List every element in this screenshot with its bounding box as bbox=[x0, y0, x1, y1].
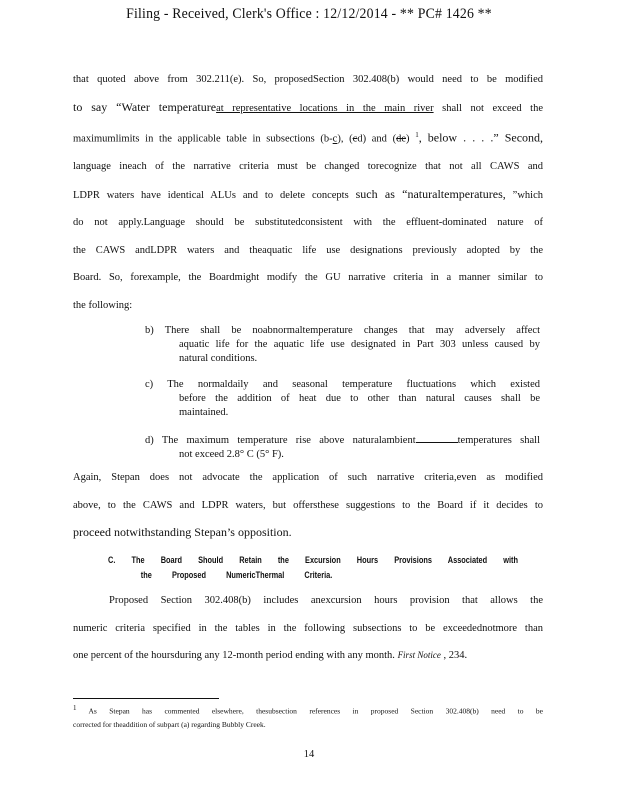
page-number: 14 bbox=[303, 749, 315, 760]
list-item-d: d) The maximum temperature rise above naturalambient temperatures shall not exceed 2.8° C (5° F). bbox=[145, 432, 540, 462]
text-line: that quoted above from 302.211(e). So, proposedSection 302.408(b) would need to be modified bbox=[73, 74, 543, 85]
text-line: above, to the CAWS and LDPR waters, but offersthese suggestions to the Board if it decides to bbox=[73, 499, 543, 511]
text-line: one percent of the hoursduring any 12-month period ending with any month. First Notice , 234. bbox=[73, 650, 468, 661]
text-line: the following: bbox=[73, 299, 133, 311]
text-line: Board. So, forexample, the Boardmight modify the GU narrative criteria in a manner similar to bbox=[73, 272, 543, 283]
footnote-line: $^1$ As Stepan has commented elsewhere, thesubsection references in proposed Section 302.408(b) need to be bbox=[73, 704, 543, 716]
text-line: Proposed Section 302.408(b) includes anexcursion hours provision that allows the bbox=[109, 595, 543, 606]
text-line: Again, Stepan does not advocate the application of such narrative criteria,even as modified bbox=[73, 472, 543, 483]
list-item-c: c) The normaldaily and seasonal temperature fluctuations which existed before the addition of heat due to other than natural causes shall be maintained. bbox=[145, 379, 540, 418]
section-heading-c: C. The Board Should Retain the Excursion Hours Provisions Associated with the Proposed NumericThermal Criteria. bbox=[108, 555, 518, 580]
text-line: maximumlimits in the applicable table in subsections (b-c), (cd) and (de) $^1$, below . . . .” Second, bbox=[73, 130, 544, 145]
text-line: to say “Water temperatureat representative locations in the main river shall not exceed the bbox=[73, 99, 543, 114]
footnote bbox=[73, 702, 543, 731]
paragraph-1 bbox=[73, 66, 543, 319]
text-line: the CAWS andLDPR waters and theaquatic life use designations previously adopted by the bbox=[73, 244, 543, 256]
paragraph-3 bbox=[73, 587, 543, 670]
text-line: numeric criteria specified in the tables in the following subsections to be exceedednotmore than bbox=[73, 622, 543, 634]
paragraph-2 bbox=[73, 464, 543, 547]
footnote-divider bbox=[73, 698, 219, 699]
footnote-line: corrected for theaddition of subpart (a) regarding Bubbly Creek. bbox=[73, 719, 266, 729]
text-line: language ineach of the narrative criteria must be changed torecognize that not all CAWS and bbox=[73, 161, 543, 172]
list-item-b: b) There shall be noabnormaltemperature changes that may adversely affect aquatic life for the aquatic life use designated in Part 303 unless caused by natural conditions. bbox=[145, 325, 540, 364]
filing-header: Filing - Received, Clerk's Office : 12/12/2014 - ** PC# 1426 ** bbox=[126, 6, 492, 22]
narrative-criteria-list bbox=[145, 324, 540, 474]
text-line: LDPR waters have identical ALUs and to delete concepts such as “naturaltemperatures, ”which bbox=[73, 186, 543, 201]
blank-underline bbox=[416, 432, 458, 443]
text-line: proceed notwithstanding Stepan’s opposition. bbox=[73, 525, 292, 539]
text-line: do not apply.Language should be substitutedconsistent with the effluent-dominated nature of bbox=[73, 217, 543, 228]
footnote-ref: 1 bbox=[415, 131, 419, 139]
